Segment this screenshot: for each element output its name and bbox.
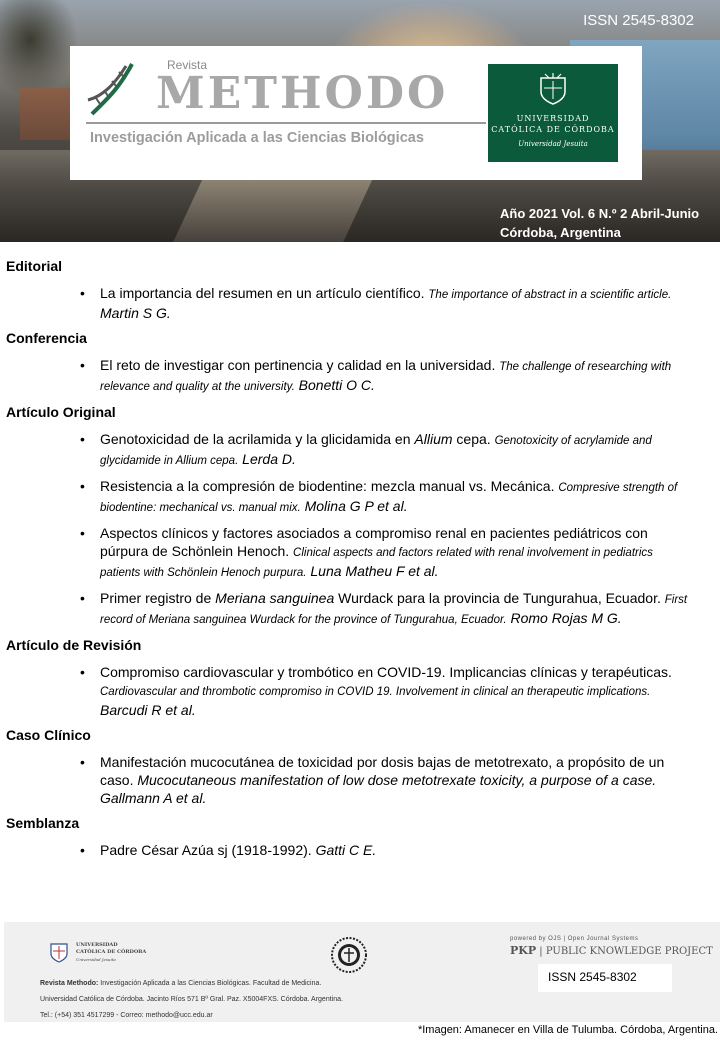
ucc-logo	[488, 64, 618, 162]
entry-title: Aspectos clínicos y factores asociados a compromiso renal en pacientes pediátricos con púrpura de Schönlein Henoch.	[100, 525, 648, 559]
pkp-mark: PKP	[510, 944, 537, 957]
section-list-semblanza	[0, 841, 720, 859]
footer-contact: Tel.: (+54) 351 4517299 - Correo: methodo@ucc.edu.ar	[40, 1012, 213, 1019]
ojs-credit: powered by OJS | Open Journal Systems	[510, 936, 639, 942]
logo-methodo: METHODO	[156, 68, 449, 119]
section-heading-caso: Caso Clínico	[6, 727, 91, 743]
house-image	[20, 88, 70, 140]
entry-title: Manifestación mucocutánea de toxicidad por dosis bajas de metotrexato, a propósito de un caso.	[100, 754, 665, 788]
section-heading-semblanza: Semblanza	[6, 815, 80, 831]
entry-author: Lerda D.	[242, 451, 296, 467]
crest-icon	[48, 940, 70, 964]
section-heading-original: Artículo Original	[6, 404, 116, 420]
footer-issn: ISSN 2545-8302	[538, 964, 672, 992]
section-heading-editorial: Editorial	[6, 258, 63, 274]
entry-english-title: Compresive strength of biodentine: mechanical vs. manual mix.	[100, 482, 678, 514]
sidewalk-image	[173, 170, 377, 242]
footer-address: Universidad Católica de Córdoba. Jacinto Ríos 571 Bº Gral. Paz. X5004FXS. Córdoba. Argentina.	[40, 996, 343, 1003]
dna-icon	[86, 60, 138, 118]
footer-ucc-line1: UNIVERSIDAD	[76, 942, 118, 948]
entry-english-title: Genotoxicity of acrylamide and glycidamide in Allium cepa.	[100, 435, 652, 467]
toc-entry[interactable]	[0, 477, 720, 517]
entry-title-start: Primer registro de	[100, 590, 212, 606]
entry-author: Romo Rojas M G.	[510, 610, 622, 626]
entry-author: Molina G P et al.	[304, 498, 408, 514]
entry-english-title: Mucocutaneous manifestation of low dose metotrexate toxicity, a purpose of a case.	[137, 772, 657, 788]
entry-author: Gatti C E.	[315, 842, 377, 858]
entry-author: Martin S G.	[100, 305, 171, 321]
ucc-line1: UNIVERSIDAD	[516, 114, 590, 123]
logo-divider	[86, 122, 486, 124]
entry-author: Gallmann A et al.	[100, 790, 207, 806]
entry-title: Compromiso cardiovascular y trombótico en COVID-19. Implicancias clínicas y terapéuticas.	[100, 664, 672, 680]
entry-english-title: The importance of abstract in a scientific article.	[428, 289, 672, 301]
entry-title-end: cepa.	[456, 431, 491, 447]
entry-title-italic: Meriana sanguinea	[215, 590, 335, 606]
crest-icon	[537, 72, 569, 106]
entry-english-title: Clinical aspects and factors related with renal involvement in pediatrics patients with Schönlein Henoch purpura.	[100, 547, 653, 579]
issue-location: Córdoba, Argentina	[500, 225, 621, 240]
logo-subtitle: Investigación Aplicada a las Ciencias Biológicas	[90, 130, 424, 146]
entry-title: Padre César Azúa sj (1918-1992).	[100, 842, 312, 858]
journal-logo	[70, 46, 642, 180]
toc-entry[interactable]	[0, 663, 720, 719]
entry-english-title: The challenge of researching with relevance and quality at the university.	[100, 361, 672, 393]
toc-entry[interactable]	[0, 524, 720, 582]
toc-entry[interactable]	[0, 430, 720, 470]
ucc-line3: Universidad Jesuita	[518, 140, 588, 148]
logo-revista: Revista	[167, 58, 208, 72]
footer-journal-name: Revista Methodo:	[40, 980, 99, 987]
footer-ucc-logo	[48, 940, 158, 966]
entry-title-italic: Allium	[414, 431, 453, 447]
section-list-conferencia	[0, 356, 720, 396]
entry-title: La importancia del resumen en un artículo científico.	[100, 285, 425, 301]
toc-entry[interactable]	[0, 589, 720, 629]
table-of-contents	[0, 242, 720, 866]
ucc-line2: CATÓLICA DE CÓRDOBA	[491, 125, 615, 134]
footer-journal-line	[40, 980, 321, 987]
section-list-original	[0, 430, 720, 629]
image-caption: *Imagen: Amanecer en Villa de Tulumba. Córdoba, Argentina.	[417, 1024, 718, 1036]
section-heading-revision: Artículo de Revisión	[6, 637, 142, 653]
cover-header	[0, 0, 720, 242]
section-list-caso	[0, 753, 720, 807]
pkp-text: | PUBLIC KNOWLEDGE PROJECT	[539, 946, 713, 957]
footer	[4, 922, 720, 1022]
entry-author: Bonetti O C.	[298, 377, 375, 393]
footer-journal-desc: Investigación Aplicada a las Ciencias Biológicas. Facultad de Medicina.	[98, 980, 322, 987]
toc-entry[interactable]	[0, 356, 720, 396]
entry-title-start: Genotoxicidad de la acrilamida y la glicidamida en	[100, 431, 411, 447]
entry-english-title: First record of Meriana sanguinea Wurdack for the province of Tungurahua, Ecuador.	[100, 594, 688, 626]
toc-entry[interactable]	[0, 841, 720, 859]
issn-top: ISSN 2545-8302	[583, 12, 694, 29]
entry-title: El reto de investigar con pertinencia y calidad en la universidad.	[100, 357, 496, 373]
section-list-editorial	[0, 284, 720, 322]
entry-english-title: Cardiovascular and thrombotic compromiso in COVID 19. Involvement in clinical an therapeutic implications.	[100, 686, 651, 698]
entry-author: Luna Matheu F et al.	[310, 563, 439, 579]
footer-ucc-line3: Universidad Jesuita	[76, 957, 116, 962]
pkp-logo	[510, 944, 713, 957]
entry-author: Barcudi R et al.	[100, 702, 196, 718]
entry-title-end: Wurdack para la provincia de Tungurahua, Ecuador.	[338, 590, 661, 606]
entry-title: Resistencia a la compresión de biodentine: mezcla manual vs. Mecánica.	[100, 478, 555, 494]
toc-entry[interactable]	[0, 753, 720, 807]
footer-ucc-line2: CATÓLICA DE CÓRDOBA	[76, 949, 147, 955]
jesuit-seal-icon	[330, 936, 368, 974]
section-heading-conferencia: Conferencia	[6, 330, 87, 346]
toc-entry[interactable]	[0, 284, 720, 322]
section-list-revision	[0, 663, 720, 719]
issue-info: Año 2021 Vol. 6 N.º 2 Abril-Junio	[500, 206, 700, 221]
